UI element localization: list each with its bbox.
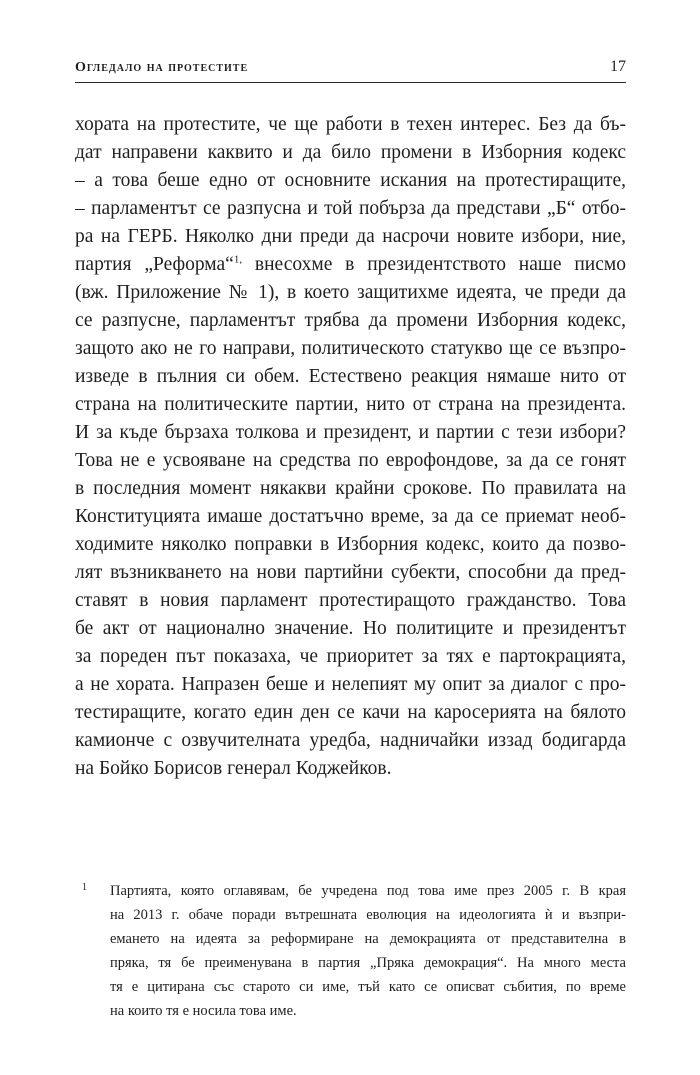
footnote-line: на които тя е носила това име. xyxy=(110,1003,297,1019)
body-paragraph xyxy=(75,111,626,783)
footnote xyxy=(82,879,626,1023)
body-line: на Бойко Борисов генерал Коджейков. xyxy=(75,758,392,779)
body-line: Това не е усвояване на средства по еврофондове, за да се гонят xyxy=(75,450,626,471)
body-line-with-footnote-ref xyxy=(75,251,626,279)
party-name-text: партия „Реформа“ xyxy=(75,254,234,275)
running-title: Огледало на протестите xyxy=(75,60,249,75)
footnote-mark: 1 xyxy=(82,882,87,893)
header-rule xyxy=(75,82,626,83)
footnote-line: на 2013 г. обаче поради вътрешната еволюция на идеологията ѝ и възпри- xyxy=(110,907,626,923)
body-line: за пореден път показаха, че приоритет за тях е партокрацията, xyxy=(75,646,626,667)
footnote-text xyxy=(110,879,626,1023)
body-line: камионче с озвучителната уредба, надничайки иззад бодигарда xyxy=(75,730,626,751)
body-line: в последния момент някакви крайни срокове. По правилата на xyxy=(75,478,626,499)
body-line: Конституцията имаше достатъчно време, за да се приемат необ- xyxy=(75,506,626,527)
body-line: ставят в новия парламент протестиращото гражданство. Това xyxy=(75,590,626,611)
body-line: ходимите няколко поправки в Изборния кодекс, които да позво- xyxy=(75,534,626,555)
body-line: – парламентът се разпусна и той побърза да представи „Б“ отбо- xyxy=(75,198,626,219)
body-line: тестиращите, когато един ден се качи на каросерията на бялото xyxy=(75,702,626,723)
body-line: изведе в пълния си обем. Естествено реакция нямаше нито от xyxy=(75,366,626,387)
body-line: страна на политическите партии, нито от страна на президента. xyxy=(75,394,626,415)
body-line-rest: внесохме в президентството наше писмо xyxy=(254,254,626,275)
body-line: се разпусне, парламентът трябва да промени Изборния кодекс, xyxy=(75,310,626,331)
body-line: (вж. Приложение № 1), в което защитихме идеята, че преди да xyxy=(75,282,626,303)
body-line: дат направени каквито и да било промени в Изборния кодекс xyxy=(75,142,626,163)
body-line: лят възникването на нови партийни субекти, способни да пред- xyxy=(75,562,626,583)
body-line: бе акт от национално значение. Но политиците и президентът xyxy=(75,618,626,639)
running-head xyxy=(75,58,626,80)
body-line: И за къде бързаха толкова и президент, и партии с тези избори? xyxy=(75,422,626,443)
body-line: хората на протестите, че ще работи в техен интерес. Без да бъ- xyxy=(75,114,626,135)
footnote-line: пряка, тя бе преименувана в партия „Пряка демокрация“. На много места xyxy=(110,955,626,971)
body-line: ра на ГЕРБ. Няколко дни преди да насрочи новите избори, ние, xyxy=(75,226,626,247)
footnote-line: емането на идеята за реформиране на демокрацията от представителна в xyxy=(110,931,626,947)
footnote-line: тя е цитирана със старото си име, тъй като се описват събития, по време xyxy=(110,979,626,995)
footnote-reference: 1, xyxy=(233,253,243,266)
page-number: 17 xyxy=(610,58,626,75)
body-line: – а това беше едно от основните искания на протестиращите, xyxy=(75,170,626,191)
footnote-line: Партията, която оглавявам, бе учредена под това име през 2005 г. В края xyxy=(110,883,626,899)
body-line: защото ако не го направи, политическото статукво ще се възпро- xyxy=(75,338,626,359)
body-line: а не хората. Напразен беше и нелепият му опит за диалог с про- xyxy=(75,674,626,695)
